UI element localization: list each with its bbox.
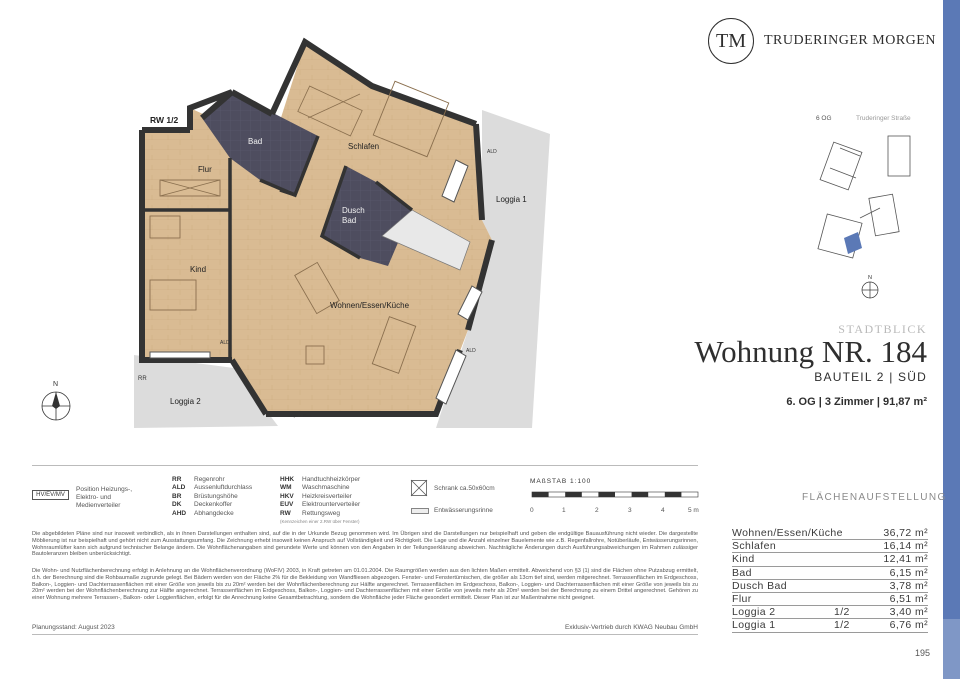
area-name: Loggia 2: [732, 606, 776, 619]
disclaimer-paragraph-1: Die abgebildeten Pläne sind nur insoweit verbindlich, als in ihnen Darstellungen enthalten sind, auf die in der Urkunde Bezug genommen wird. Im Übrigen sind die Darstellungen nur beispielhaft und geben die endgültige Bauausführung nicht wieder. Die dargestellte Möblierung ist nur beispielhaft und gehört nicht zum Ausstattungsumfang. Die Zeichnung erhebt insoweit keinen Anspruch auf Vollständigkeit und Richtigkeit. Die Lage und die Anzahl einzelner Bauelemente wie z.B. Regenfallrohre, Notüberläufe, Entwässerungsrinnen, Wohnraumlüfter kann sich aufgrund technischer Belange ändern. Die Wohnflächenangaben sind gerundete Werte und können von den Angaben in der Teilungserklärung abweichen. Nachträgliche Änderungen durch Ausführungsabweichungen im Rahmen zulässiger Bautoleranzen bleiben unberücksichtigt.: [32, 531, 698, 558]
footer-rule-top: [32, 465, 698, 466]
keyplan-compass: [862, 275, 878, 298]
legend-abbr: HHK: [280, 476, 295, 483]
area-value: 6,51 m²: [889, 592, 928, 605]
area-name: Flur: [732, 592, 752, 605]
legend-text: Abhangdecke: [194, 509, 234, 517]
area-value: 12,41 m²: [883, 553, 928, 566]
scale-bar: [532, 492, 698, 497]
legend-item: [172, 510, 252, 518]
legend-abbr: RW: [280, 509, 291, 517]
planungsstand: Planungsstand: August 2023: [32, 624, 115, 631]
schrank-label: Schrank ca.50x60cm: [434, 485, 495, 492]
legend-item: [280, 493, 360, 501]
scale-tick: 4: [661, 507, 665, 514]
area-name: Wohnen/Essen/Küche: [732, 527, 843, 539]
area-row: [732, 540, 928, 553]
tag-bf: BF | b. ~ 75cm: [288, 414, 312, 418]
legend-text: Aussenluftdurchlass: [194, 484, 253, 492]
legend-abbr: AHD: [172, 509, 187, 517]
scale-tick: 1: [562, 507, 566, 514]
area-row: [732, 606, 928, 619]
legend-text: Brüstungshöhe: [194, 492, 238, 500]
tag-ald-2: ALD: [466, 348, 476, 354]
room-label-loggia-2: Loggia 2: [170, 397, 201, 406]
legend-abbr: RR: [172, 476, 182, 483]
key-plan: [800, 108, 940, 308]
area-value: 16,14 m²: [883, 540, 928, 553]
scale-tick: 5 m: [688, 507, 699, 514]
floor-plan: [53, 30, 560, 460]
room-label-loggia-1: Loggia 1: [496, 195, 527, 204]
rw-label: RW 1/2: [150, 115, 179, 125]
area-row: [732, 527, 928, 540]
keyplan-highlight: [844, 232, 862, 254]
rinne-symbol: [411, 508, 429, 514]
title-bauteil: BAUTEIL 2 | SÜD: [814, 370, 927, 384]
legend-col-1: [172, 476, 252, 518]
plan-compass: [42, 381, 70, 420]
brand-name: TRUDERINGER MORGEN: [764, 33, 936, 48]
legend-abbr: DK: [172, 501, 182, 509]
tag-ald-3: ALD: [220, 340, 230, 346]
legend-rw-note: (Kennzeichen einer 2.RW über Fenster): [280, 519, 360, 525]
area-share: 1/2: [834, 606, 850, 619]
area-value: 3,78 m²: [889, 579, 928, 592]
areas-table: [732, 527, 928, 633]
legend-item: [280, 476, 360, 484]
legend-text: Waschmaschine: [302, 484, 350, 492]
keyplan-compass-n: N: [868, 275, 872, 281]
rinne-label: Entwässerungsrinne: [434, 507, 493, 514]
area-row: [732, 619, 928, 632]
keyplan-floor: 6 OG: [816, 115, 832, 122]
legend-item: [172, 476, 252, 484]
vertrieb: Exklusiv-Vertrieb durch KWAG Neubau GmbH: [564, 624, 698, 631]
area-value: 6,15 m²: [889, 566, 928, 579]
brand-logo: [708, 18, 936, 64]
area-row: [732, 593, 928, 606]
area-value: 6,76 m²: [889, 619, 928, 632]
disclaimer-paragraph-2: Die Wohn- und Nutzflächenberechnung erfolgt in Anlehnung an die Wohnflächenverordnung (WoFIV) 2003, in Kraft getreten am 01.01.2004. Die Raumgrößen werden aus den lichten Maßen ermittelt. Abweichend von §3 (1) sind die Flächen ohne Putzabzug ermittelt, d.h. der Berechnung sind die Rohbaumaße zugrunde gelegt. Bei Bädern werden von der Fläche 2% für die Bekleidung von Wandfliesen abgezogen. Fenster- und Fenstertürnischen, die größer als 13cm tief sind, werden mitgerechnet. Terrassenflächen im Erdgeschoss, Balkon-, Loggien- und Dachterrassenflächen mit einer Größe von jeweils bis zu 20m² werden bei der Wohnflächenberechnung zur Hälfte angerechnet. Terrassenflächen im Erdgeschoss, Balkon-, Loggien- und Dachterrassenflächen mit einer Größe von jeweils bis zu 20m² werden bei der Wohnflächenberechnung zur Hälfte angerechnet. Terrassenflächen im Erdgeschoss, Balkon-, Loggien- und Dachterrassenflächen mit einer Größe von jeweils mehr als 20m² werden bei der Berechnung zu einem Drittel angerechnet. Gehören zu einer Wohnung mehrere Terrassen-, Balkon- oder Loggienflächen, erfolgt für die Anrechnung keine Gesamtbetrachtung, sondern die Wohnfläche jeder Fläche gesondert ermittelt. Dieser Plan ist zur Maßentnahme nicht geeignet.: [32, 568, 698, 602]
area-value: 36,72 m²: [883, 527, 928, 539]
areas-title: FLÄCHENAUFSTELLUNG: [802, 492, 947, 503]
scale-tick: 3: [628, 507, 632, 514]
area-name: Schlafen: [732, 540, 777, 553]
legend-text: Heizkreisverteiler: [302, 492, 352, 500]
room-label-dusch-bad: Bad: [342, 216, 357, 225]
room-label-bad: Bad: [248, 137, 263, 146]
area-row: [732, 553, 928, 566]
title-heading: Wohnung NR. 184: [694, 334, 927, 369]
legend-col-2: [280, 476, 360, 526]
area-row: [732, 580, 928, 593]
legend-abbr: ALD: [172, 484, 186, 492]
legend-text: Rettungsweg: [302, 509, 340, 517]
legend-abbr: BR: [172, 492, 182, 500]
tag-ald-1: ALD: [487, 149, 497, 155]
legend-text: Regenrohr: [194, 476, 225, 483]
tag-rr: RR: [138, 376, 147, 382]
hv-box: HV/EV/MV: [32, 490, 69, 500]
accent-bar-cut: [943, 619, 960, 679]
keyplan-buildings: [818, 136, 910, 258]
room-label-wohnen: Wohnen/Essen/Küche: [330, 301, 410, 310]
legend-item: [280, 484, 360, 492]
scale-tick: 0: [530, 507, 534, 514]
legend-abbr: HKV: [280, 492, 294, 500]
area-name: Bad: [732, 566, 752, 579]
legend-item: [172, 493, 252, 501]
area-share: 1/2: [834, 619, 850, 632]
footer-rule-bottom: [32, 634, 698, 635]
area-row: [732, 567, 928, 580]
room-label-dusch: Dusch: [342, 206, 365, 215]
legend-abbr: EUV: [280, 501, 294, 509]
legend-text: Handtuchheizkörper: [302, 476, 361, 483]
room-label-flur: Flur: [198, 165, 212, 174]
page-number: 195: [914, 648, 930, 658]
area-value: 3,40 m²: [889, 606, 928, 619]
area-name: Kind: [732, 553, 755, 566]
compass-n: N: [53, 381, 59, 388]
keyplan-street: Truderinger Straße: [856, 115, 911, 122]
scale-tick: 2: [595, 507, 599, 514]
legend-item: [280, 501, 360, 509]
accent-bar: [943, 0, 960, 679]
legend-item: [280, 510, 360, 518]
legend-item: [172, 501, 252, 509]
title-summary: 6. OG | 3 Zimmer | 91,87 m²: [786, 396, 927, 408]
brand-monogram: TM: [708, 18, 754, 64]
room-label-schlafen: Schlafen: [348, 142, 380, 151]
area-name: Dusch Bad: [732, 579, 787, 592]
title-kicker: STADTBLICK: [838, 322, 927, 336]
legend-item: [172, 484, 252, 492]
area-name: Loggia 1: [732, 619, 776, 632]
legend-text: Elektrounterverteiler: [302, 501, 361, 509]
hv-text: Position Heizungs-, Elektro- und Medienverteiler: [76, 486, 132, 509]
scale-title: MAßSTAB 1:100: [530, 478, 592, 485]
legend-text: Deckenkoffer: [194, 501, 233, 509]
legend-abbr: WM: [280, 484, 292, 492]
room-label-kind: Kind: [190, 265, 207, 274]
schrank-symbol: [411, 480, 427, 496]
